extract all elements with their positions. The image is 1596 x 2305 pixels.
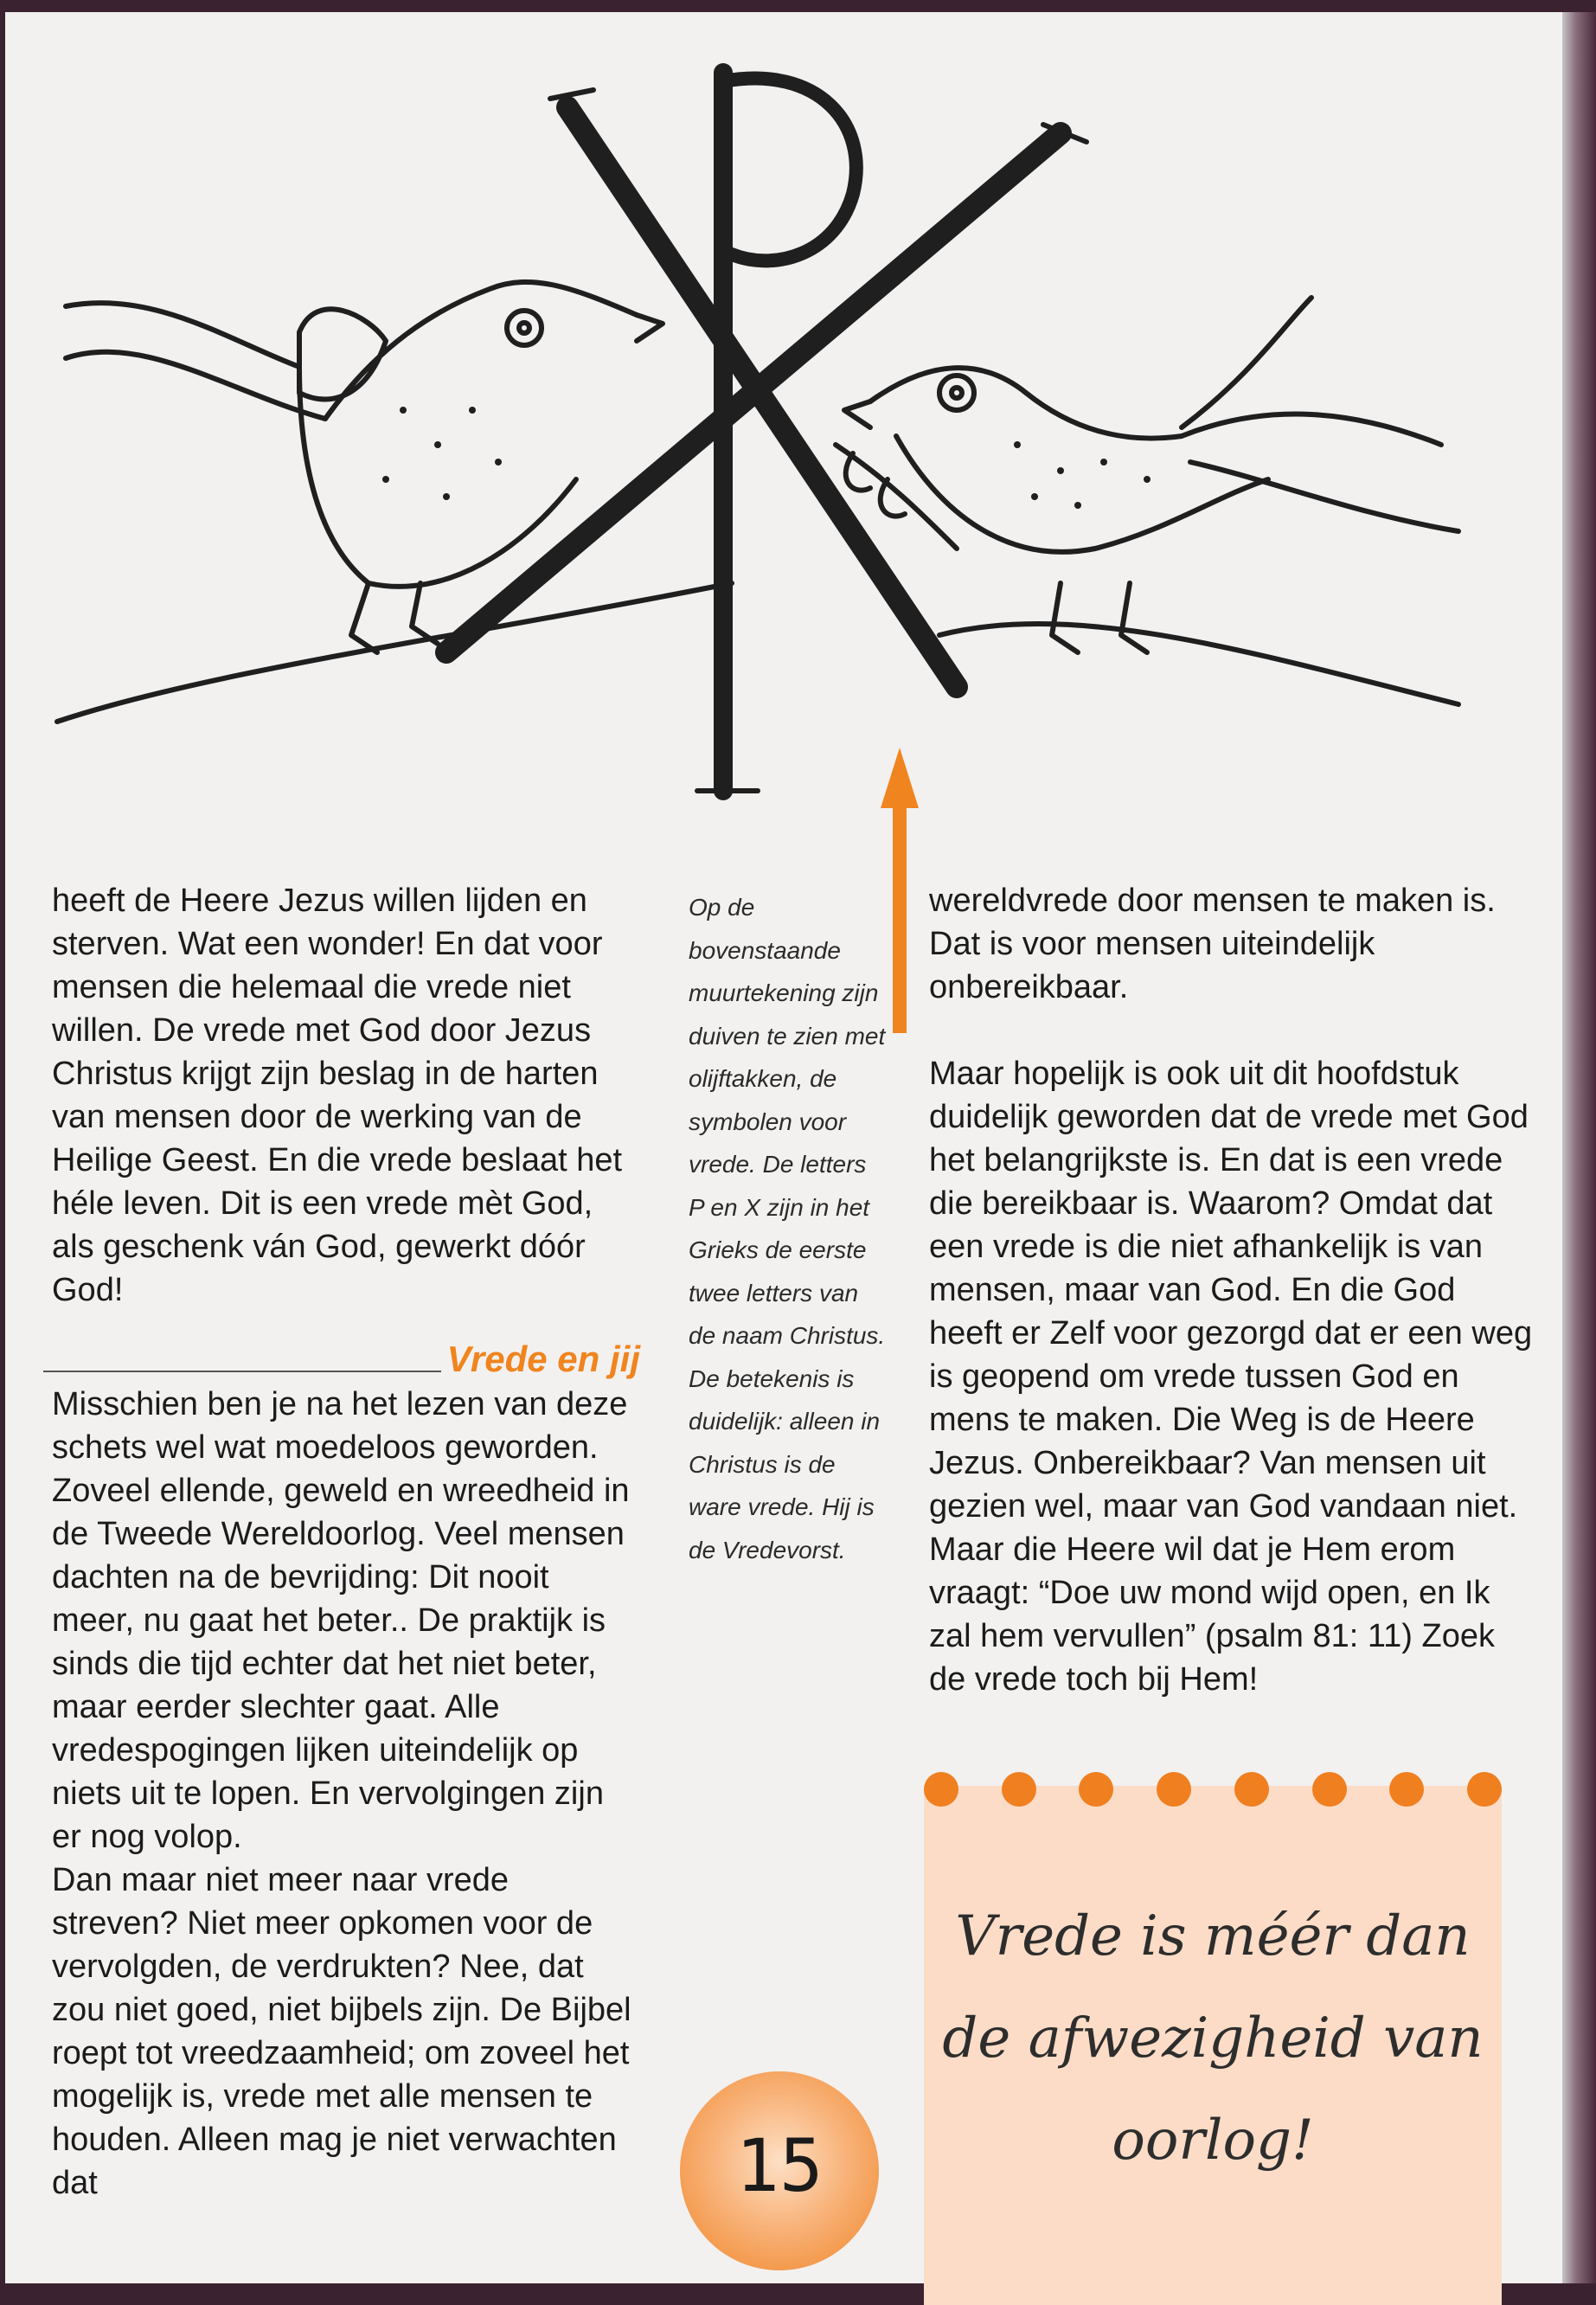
quote-line: de afwezigheid van bbox=[942, 2006, 1484, 2071]
left-column bbox=[52, 879, 640, 2205]
section-heading-title: Vrede en jij bbox=[446, 1339, 640, 1379]
chi-rho-doves-illustration bbox=[40, 29, 1476, 821]
decorative-dots bbox=[924, 1772, 1502, 1807]
book-page bbox=[5, 12, 1565, 2283]
page-number: 15 bbox=[735, 2123, 824, 2208]
book-spine bbox=[1562, 12, 1596, 2283]
quote-box bbox=[924, 1786, 1502, 2305]
body-paragraph: Maar hopelijk is ook uit dit hoofdstuk duidelijk geworden dat de vrede met God het belangrijkste is. En dat is een vrede die bereikbaar is. Waarom? Omdat dat een vrede is die niet afhankelijk is van mensen, maar van God. En die God heeft er Zelf voor gezorgd dat er een weg is geopend om vrede tussen God en mens te maken. Die Weg is de Heere Jezus. Onbereikbaar? Van mensen uit gezien wel, maar van God vandaan niet. Maar die Heere wil dat je Hem erom vraagt: “Doe uw mond wijd open, en Ik zal hem vervullen” (psalm 81: 11) Zoek de vrede toch bij Hem! bbox=[929, 1056, 1533, 1698]
body-paragraph: heeft de Heere Jezus willen lijden en sterven. Wat een wonder! En dat voor mensen die helemaal die vrede niet willen. De vrede met God door Jezus Christus krijgt zijn beslag in de harten van mensen door de werking van de Heilige Geest. En die vrede beslaat het héle leven. Dit is een vrede mèt God, als geschenk ván God, gewerkt dóór God! bbox=[52, 883, 623, 1308]
quote-line: Vrede is méér dan bbox=[955, 1904, 1471, 1968]
body-paragraph: Misschien ben je na het lezen van deze schets wel wat moedeloos geworden. Zoveel ellende, geweld en wreedheid in de Tweede Wereldoorlog. Veel mensen dachten na de bevrijding: Dit nooit meer, nu gaat het beter.. De praktijk is sinds die tijd echter dat het niet beter, maar eerder slechter gaat. Alle vredespogingen lijken uiteindelijk op niets uit te lopen. En vervolgingen zijn er nog volop. bbox=[52, 1386, 630, 1855]
page-number-badge bbox=[680, 2071, 879, 2270]
body-paragraph: Dan maar niet meer naar vrede streven? Niet meer opkomen voor de vervolgden, de verdrukten? Nee, dat zou niet goed, niet bijbels zijn. De Bijbel roept tot vreedzaamheid; om zoveel het mogelijk is, vrede met alle mensen te houden. Alleen mag je niet verwachten dat bbox=[52, 1862, 631, 2201]
section-heading bbox=[52, 1334, 640, 1383]
body-paragraph: wereldvrede door mensen te maken is. Dat is voor mensen uiteindelijk onbereikbaar. bbox=[929, 883, 1496, 1005]
heading-rule bbox=[43, 1371, 441, 1372]
quote-line: oorlog! bbox=[1112, 2109, 1314, 2173]
right-column bbox=[929, 879, 1535, 1701]
image-caption: Op de bovenstaande muurtekening zijn duiven te zien met olijftakken, de symbolen voor vrede. De letters P en X zijn in het Grieks de eerste twee letters van de naam Christus. De betekenis is duidelijk: alleen in Christus is de ware vrede. Hij is de Vredevorst. bbox=[689, 894, 886, 1563]
pull-quote bbox=[941, 1885, 1484, 2192]
